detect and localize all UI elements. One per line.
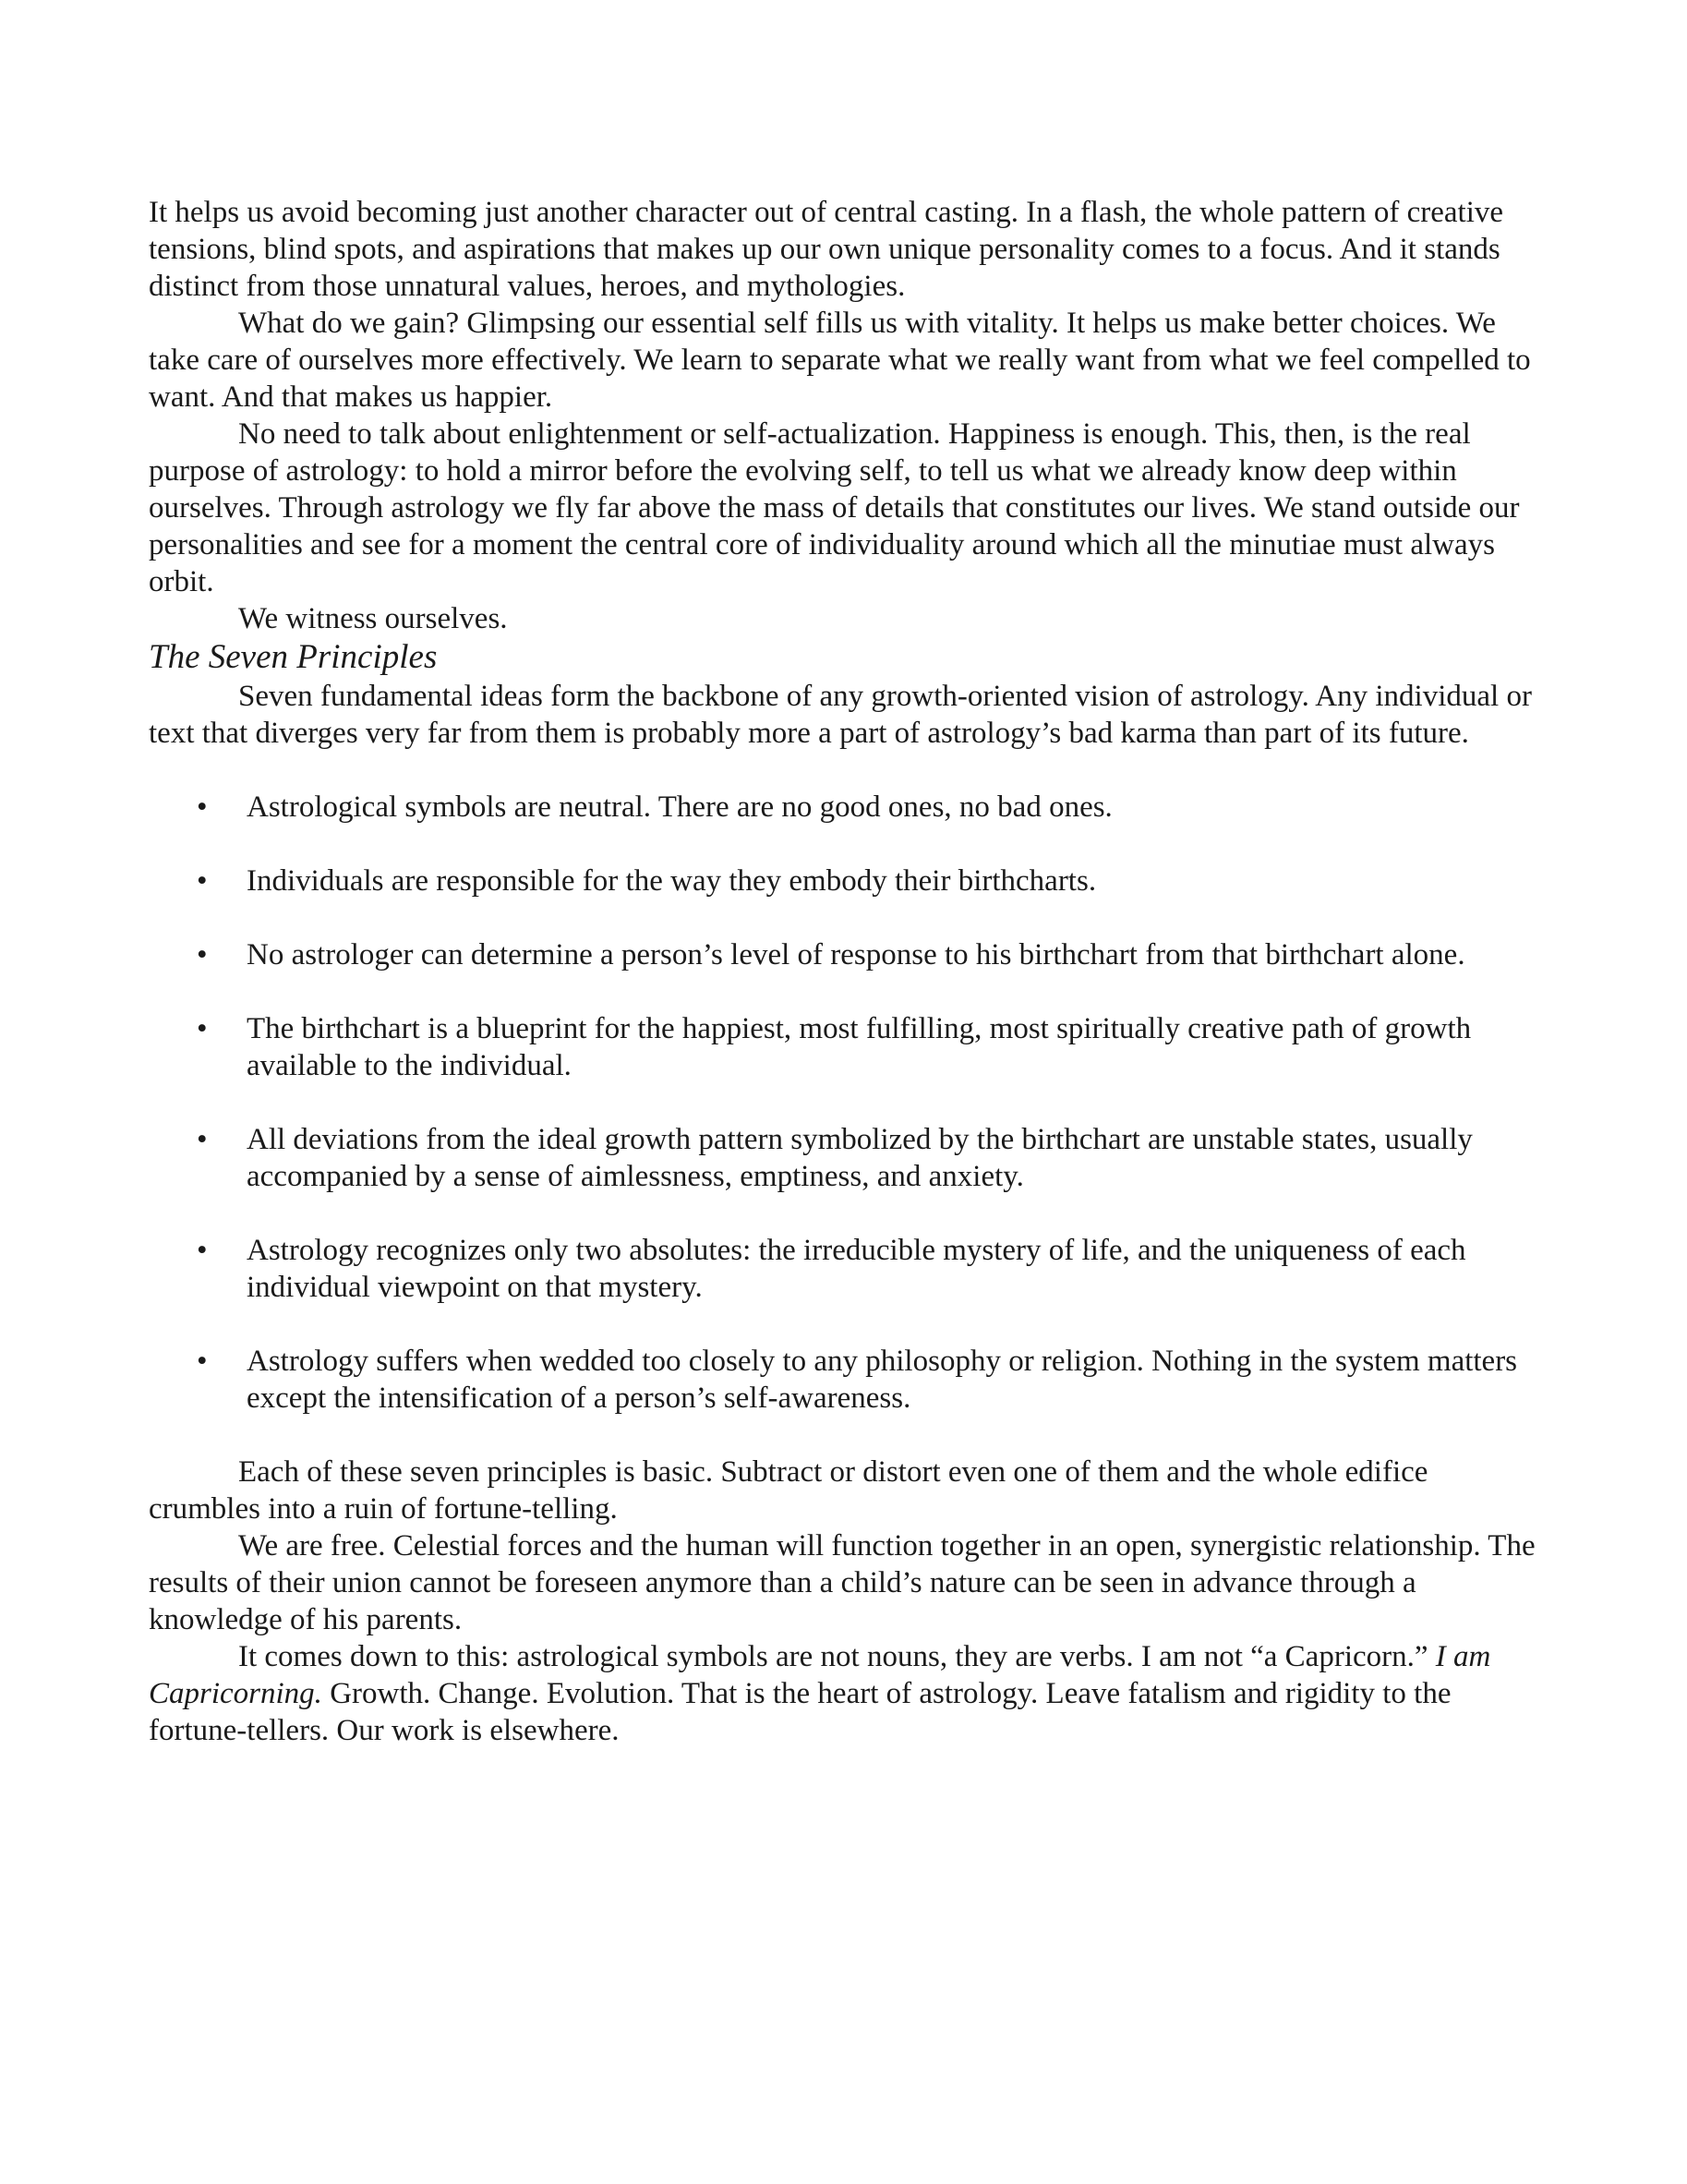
list-item <box>149 1121 1543 1195</box>
bullet-icon: • <box>197 938 208 971</box>
bullet-icon: • <box>197 1012 208 1045</box>
closing-paragraph-3 <box>149 1638 1543 1749</box>
intro-paragraph-4: We witness ourselves. <box>238 602 508 635</box>
closing-paragraph-1: Each of these seven principles is basic. Subtract or distort even one of them and the whole edifice crumbles into a ruin of fortune-telling. <box>149 1455 1428 1526</box>
bullet-icon: • <box>197 790 208 824</box>
section-intro-paragraph: Seven fundamental ideas form the backbone of any growth-oriented vision of astrology. Any individual or text that diverges very far from them is probably more a part of astrology’s bad karma than part of its future. <box>149 680 1532 750</box>
closing-paragraph-3-emphasis: I am Capricorning. <box>149 1640 1491 1710</box>
bullet-icon: • <box>197 1234 208 1267</box>
bullet-icon: • <box>197 1345 208 1378</box>
bullet-icon: • <box>197 864 208 898</box>
closing-paragraph-3-end: Growth. Change. Evolution. That is the heart of astrology. Leave fatalism and rigidity to the fortune-tellers. Our work is elsewhere. <box>149 1677 1452 1747</box>
list-item <box>149 863 1543 899</box>
bullet-icon: • <box>197 1123 208 1156</box>
list-item <box>149 1343 1543 1417</box>
list-item <box>149 1010 1543 1084</box>
list-item <box>149 789 1543 826</box>
list-item <box>149 936 1543 973</box>
closing-paragraph-2: We are free. Celestial forces and the human will function together in an open, synergistic relationship. The results of their union cannot be foreseen anymore than a child’s nature can be seen in advance through a knowledge of his parents. <box>149 1529 1536 1636</box>
closing-paragraph-3-start: It comes down to this: astrological symbols are not nouns, they are verbs. I am not “a Capricorn.” <box>238 1640 1436 1673</box>
principle-text: No astrologer can determine a person’s level of response to his birthchart from that birthchart alone. <box>247 938 1465 971</box>
principle-text: Individuals are responsible for the way they embody their birthcharts. <box>247 864 1097 898</box>
principle-text: All deviations from the ideal growth pattern symbolized by the birthchart are unstable states, usually accompanied by a sense of aimlessness, emptiness, and anxiety. <box>247 1123 1473 1193</box>
list-item <box>149 1232 1543 1306</box>
intro-paragraph-2: What do we gain? Glimpsing our essential self fills us with vitality. It helps us make better choices. We take care of ourselves more effectively. We learn to separate what we really want from what we feel compelled to want. And that makes us happier. <box>149 307 1531 414</box>
intro-paragraph-1: It helps us avoid becoming just another character out of central casting. In a flash, the whole pattern of creative tensions, blind spots, and aspirations that makes up our own unique personality comes to a focus. And it stands distinct from those unnatural values, heroes, and mythologies. <box>149 196 1504 303</box>
document-page <box>149 194 1543 1749</box>
principle-text: The birthchart is a blueprint for the happiest, most fulfilling, most spiritually creative path of growth available to the individual. <box>247 1012 1472 1082</box>
section-heading: The Seven Principles <box>149 638 438 676</box>
principle-text: Astrology recognizes only two absolutes: the irreducible mystery of life, and the uniqueness of each individual viewpoint on that mystery. <box>247 1234 1466 1304</box>
principle-text: Astrology suffers when wedded too closely to any philosophy or religion. Nothing in the system matters except the intensification of a person’s self-awareness. <box>247 1345 1518 1415</box>
intro-paragraph-3: No need to talk about enlightenment or self-actualization. Happiness is enough. This, then, is the real purpose of astrology: to hold a mirror before the evolving self, to tell us what we already know deep within ourselves. Through astrology we fly far above the mass of details that constitutes our lives. We stand outside our personalities and see for a moment the central core of individuality around which all the minutiae must always orbit. <box>149 417 1520 598</box>
principles-list <box>149 789 1543 1417</box>
principle-text: Astrological symbols are neutral. There are no good ones, no bad ones. <box>247 790 1113 824</box>
